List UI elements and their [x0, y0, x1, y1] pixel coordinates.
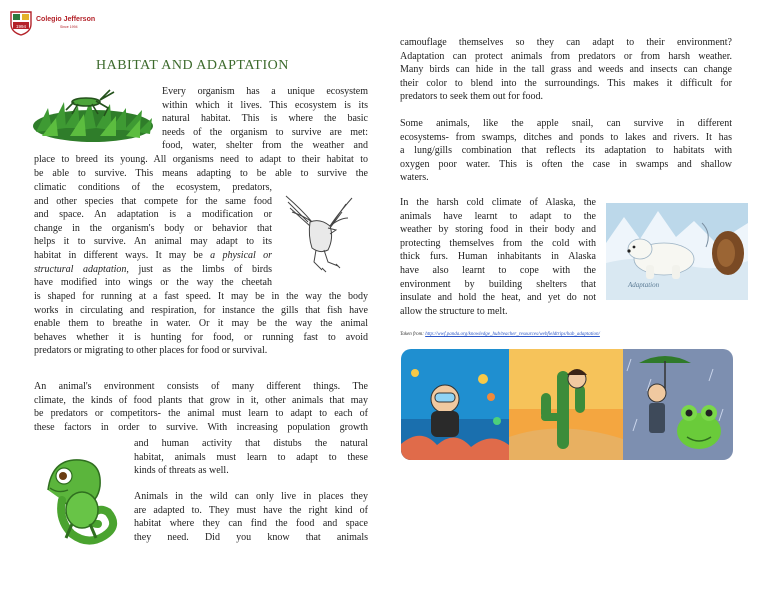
intro-line-6: place to breed its young. All organisms need to adapt to their habitat to — [34, 154, 368, 165]
adapt-line-8: have modified into wings or the way the cheetah — [34, 277, 272, 289]
snail-paragraph — [400, 117, 732, 185]
snail-line-4: oxygen poor water. This is often the case in swamps and shallow — [400, 158, 732, 170]
adapt-line-6 — [34, 249, 272, 263]
adapt-italic-2: structural adaptation — [34, 263, 127, 275]
body-paragraph — [34, 290, 368, 358]
polar-bear-illustration — [606, 203, 748, 300]
intro-line-7: be able to survive. This means adapting to be able to survive the — [34, 167, 368, 179]
body-line-3: enable them to breathe in water. Or it may be the way the animal — [34, 318, 368, 330]
habitats-banner-art — [401, 349, 733, 460]
alaska-line-7: environment by building shelters that — [400, 278, 596, 290]
chameleon-illustration — [38, 450, 126, 548]
svg-text:1994: 1994 — [15, 24, 27, 29]
camo-line-2: Adaptation can protect animals from predators or from harsh weather. — [400, 50, 732, 62]
human-line-1: and human activity that distubs the natural — [134, 438, 368, 449]
body-line-4: behaves whether it is hunting for food, or running fast to avoid — [34, 331, 368, 343]
wild-line-4: they need. Did you know that animals — [134, 531, 368, 543]
school-crest-icon — [10, 10, 32, 36]
alaska-line-1: In the harsh cold climate of Alaska, the — [400, 197, 596, 208]
body-line-1: is shaped for running at a fast speed. It may be in the way the body — [34, 291, 368, 302]
snail-line-3: a lung/gills combination that reflects its adaptation to habitats with — [400, 145, 732, 157]
eagle-sketch-illustration — [282, 192, 356, 276]
env-line-2: climate, the kinds of food plants that grow in it, other animals that may — [34, 394, 368, 406]
body-line-2: works in circulating and respiration, for instance the gills that fish have — [34, 304, 368, 316]
human-line-2: habitat, animals must learn to adapt to these — [134, 451, 368, 463]
adapt-italic-1: a physical or — [210, 249, 272, 261]
school-name: Colegio Jefferson — [36, 16, 96, 23]
adapt-line-7-text: , just as the limbs of birds — [126, 263, 272, 275]
intro-line-5: food, water, shelter from the weather and — [162, 140, 368, 152]
alaska-paragraph — [400, 196, 596, 318]
camo-line-5: predators to seek them out for food. — [400, 91, 544, 103]
adapt-line-3: and space. An adaptation is a modification or — [34, 209, 272, 221]
env-line-1: An animal's environment consists of many different things. The — [34, 381, 368, 392]
wild-line-2: are adapted to. They must have the right kind of — [134, 504, 368, 516]
camouflage-paragraph — [400, 36, 732, 104]
adapt-line-6-text: habitat in different ways. It may be — [34, 249, 211, 261]
intro-paragraph-wrapped — [162, 85, 368, 153]
grass-grasshopper-illustration — [30, 88, 156, 144]
camo-line-1: camouflage themselves so they can adapt to their environment? — [400, 37, 732, 48]
adaptation-paragraph — [34, 181, 272, 290]
source-credit — [400, 332, 600, 337]
habitats-banner-illustration — [401, 349, 733, 460]
intro-line-4: needs of the organism to survive are met: — [162, 126, 368, 138]
human-activity-paragraph — [134, 437, 368, 478]
alaska-line-8: insulate and hold the heat, and yet do not — [400, 292, 596, 304]
school-subtitle: Since 1994 — [60, 25, 78, 29]
alaska-line-9: allow the structure to melt. — [400, 305, 508, 317]
alaska-line-6: have also learnt to cope with the — [400, 264, 596, 276]
body-line-5: predators or migrating to other places for food or survival. — [34, 345, 268, 357]
camo-line-3: Many birds can hide in the tall grass and weeds and insects can change — [400, 64, 732, 76]
snail-line-2: ecosystems- from swamps, ditches and ponds to lakes and rivers. It has — [400, 131, 732, 143]
source-credit-label: Taken from: — [400, 332, 426, 337]
source-credit-link[interactable]: http://wwf.panda.org/knowledge_hub/teacher_resources/webfieldtrips/hab_adaptation/ — [425, 332, 600, 337]
adapt-line-2: and other species that compete for the same food — [34, 195, 272, 207]
human-line-3: kinds of threats as well. — [134, 465, 229, 477]
adapt-line-4: change in the organism's body or behavior that — [34, 222, 272, 234]
alaska-line-5: thick furs. Human inhabitants in Alaska — [400, 251, 596, 263]
intro-paragraph-full — [34, 153, 368, 180]
intro-line-1: Every organism has a unique ecosystem — [162, 86, 368, 97]
polar-bear-caption: Adaptation — [628, 281, 660, 289]
adapt-line-1: climatic conditions of the ecosystem, predators, — [34, 182, 272, 193]
intro-line-3: natural habitat. This is where the basic — [162, 113, 368, 125]
intro-line-2: within which it lives. This ecosystem is its — [162, 99, 368, 111]
alaska-line-2: animals have learnt to adapt to the — [400, 210, 596, 222]
wild-line-1: Animals in the wild can only live in places they — [134, 491, 368, 502]
adapt-line-5: helps it to survive. An animal may adapt to its — [34, 236, 272, 248]
wild-line-3: habitat where they can find the food and space — [134, 518, 368, 530]
camo-line-4: their color to blend into the surroundings. This makes it difficult for — [400, 77, 732, 89]
adapt-line-7 — [34, 263, 272, 277]
alaska-line-4: protecting themselves from the cold with — [400, 237, 596, 249]
page-title: HABITAT AND ADAPTATION — [96, 58, 289, 73]
snail-line-1: Some animals, like the apple snail, can survive in different — [400, 118, 732, 129]
env-line-3: be predators or competitors- the animal must learn to adapt to each of — [34, 408, 368, 420]
environment-paragraph — [34, 380, 368, 434]
snail-line-5: waters. — [400, 172, 429, 184]
alaska-line-3: weather by storing food in their body and — [400, 224, 596, 236]
env-line-4: these factors in order to survive. With increasing population growth — [34, 421, 368, 433]
wild-paragraph — [134, 490, 368, 544]
